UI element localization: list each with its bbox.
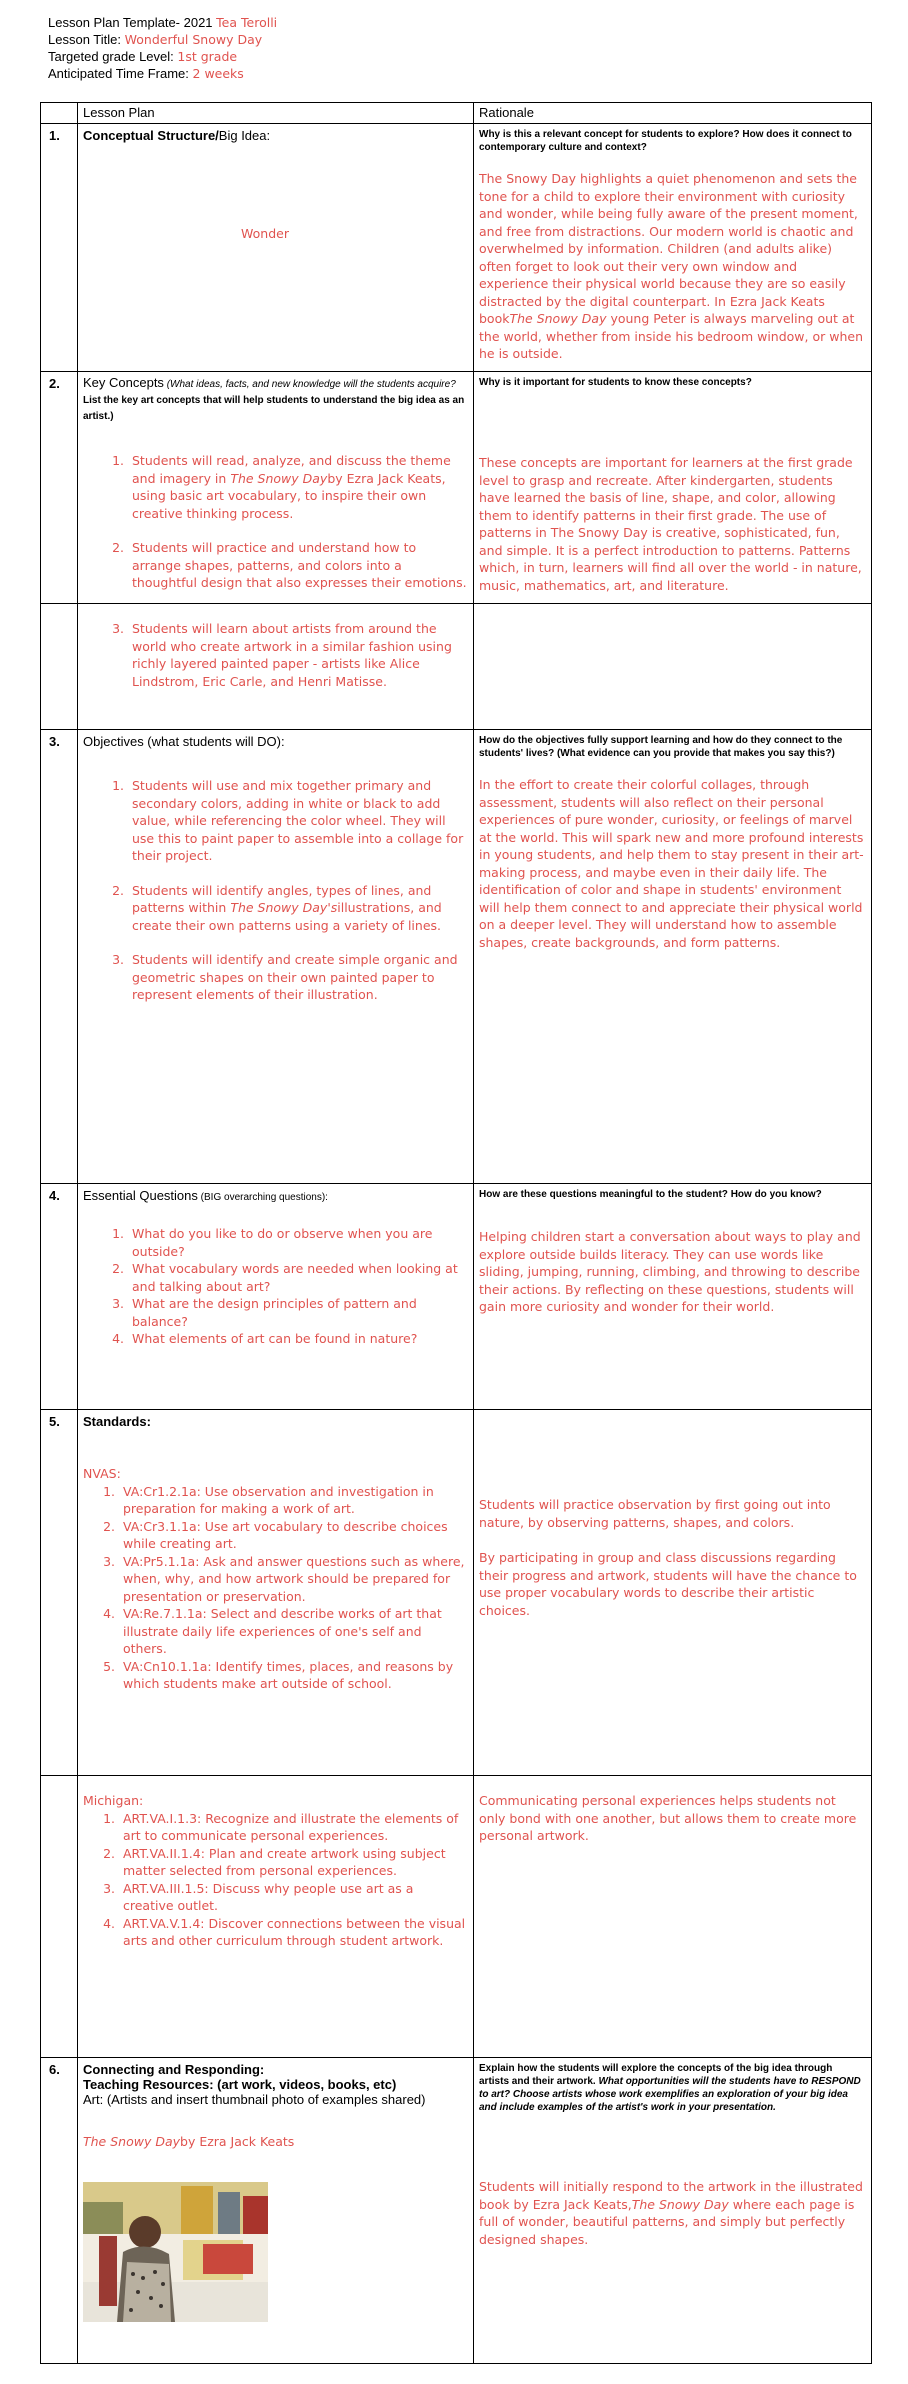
plan-cell: Objectives (what students will DO): 1. Students will use and mix together primary and secondary colors, adding in white or black to add value, while referencing the color wheel. They will use this to paint paper to assemble into a collage for their project. 2. Students will identify angles, types of lines, and patterns within The Snowy Day'sillustrations, and create their own patterns using a variety of lines. 3. Students will identify and create simple organic and geometric shapes on their own painted paper to represent elements of their illustration. bbox=[77, 730, 473, 1183]
table-row bbox=[41, 2057, 871, 2363]
list-item: 4. VA:Re.7.1.1a: Select and describe works of art that illustrate daily life experiences of one's self and others. bbox=[119, 1605, 467, 1658]
rationale-cell bbox=[473, 124, 871, 371]
list-item: 4. ART.VA.V.1.4: Discover connections between the visual arts and other curriculum through student artwork. bbox=[119, 1915, 467, 1950]
rationale-cell bbox=[473, 730, 871, 1183]
michigan-label: Michigan: bbox=[83, 1793, 144, 1808]
list-item: 3. Students will identify and create simple organic and geometric shapes on their own painted paper to represent elements of their illustration. bbox=[128, 951, 467, 1004]
column-header-rationale: Rationale bbox=[479, 105, 534, 120]
list-item: 5. VA:Cn10.1.1a: Identify times, places, and reasons by which students make art outside of school. bbox=[119, 1658, 467, 1693]
table-row bbox=[41, 1409, 871, 1775]
rationale-text: Communicating personal experiences helps students not only bond with one another, but allows them to create more personal artwork. bbox=[479, 1793, 857, 1843]
table-row bbox=[41, 603, 871, 729]
row-number: 1. bbox=[49, 128, 60, 143]
plan-cell: Key Concepts (What ideas, facts, and new knowledge will the students acquire? List the key art concepts that will help students to understand the big idea as an artist.) 1. Students will read, analyze, and discuss the theme and imagery in The Snowy Dayby Ezra Jack Keats, using basic art vocabulary, to inspire their own creative thinking process. 2. Students will practice and understand how to arrange shapes, patterns, and colors into a thoughtful design that also expresses their emotions. bbox=[77, 372, 473, 603]
author-name: Tea Terolli bbox=[216, 15, 278, 30]
plan-cell: Standards: NVAS: 1. VA:Cr1.2.1a: Use observation and investigation in preparation for making a work of art. 2. VA:Cr3.1.1a: Use art vocabulary to describe choices while creating art. 3. VA:Pr5.1.1a: Ask and answer questions such as where, when, why, and how artwork should be prepared for presentation or preservation. 4. VA:Re.7.1.1a: Select and describe works of art that illustrate daily life experiences of one's self and others. 5. VA:Cn10.1.1a: Identify times, places, and reasons by which students make art outside of school. bbox=[77, 1410, 473, 1775]
table-row bbox=[41, 729, 871, 1183]
list-item: 3. ART.VA.III.1.5: Discuss why people use art as a creative outlet. bbox=[119, 1880, 467, 1915]
nvas-label: NVAS: bbox=[83, 1466, 121, 1481]
row-number: 2. bbox=[49, 376, 60, 391]
nvas-standards-list bbox=[83, 1483, 467, 1693]
row-number: 5. bbox=[49, 1414, 60, 1429]
list-item: 1. Students will read, analyze, and discuss the theme and imagery in The Snowy Dayby Ezra Jack Keats, using basic art vocabulary, to inspire their own creative thinking process. bbox=[128, 452, 467, 522]
lesson-plan-table bbox=[40, 102, 872, 2364]
rationale-cell bbox=[473, 1410, 871, 1775]
rationale-question: How are these questions meaningful to the student? How do you know? bbox=[479, 1189, 822, 1200]
essential-questions-list bbox=[83, 1225, 467, 1348]
plan-cell: Essential Questions (BIG overarching questions): 1. What do you like to do or observe when you are outside? 2. What vocabulary words are needed when looking at and talking about art? 3. What are the design principles of pattern and balance? 4. What elements of art can be found in nature? bbox=[77, 1184, 473, 1409]
rationale-text: In the effort to create their colorful collages, through assessment, students will also reflect on their personal experiences of pure wonder, curiosity, or feelings of marvel at the world. This will spark new and more profound interests in young students, and help them to stay present in their art-making process, and maybe even in their daily life. The identification of color and shape in students' environment will help them connect to and appreciate their physical world on a deeper level. They will understand how to assemble shapes, create backgrounds, and form patterns. bbox=[479, 777, 864, 950]
lesson-title-line: Lesson Title: Wonderful Snowy Day bbox=[48, 32, 263, 47]
row-number: 3. bbox=[49, 734, 60, 749]
row-number: 6. bbox=[49, 2062, 60, 2077]
list-item: 1. What do you like to do or observe when you are outside? bbox=[128, 1225, 467, 1260]
lesson-title-value: Wonderful Snowy Day bbox=[124, 32, 263, 47]
list-item: 1. Students will use and mix together primary and secondary colors, adding in white or black to add value, while referencing the color wheel. They will use this to paint paper to assemble into a collage for their project. bbox=[128, 777, 467, 865]
list-item: 1. VA:Cr1.2.1a: Use observation and investigation in preparation for making a work of art. bbox=[119, 1483, 467, 1518]
list-item: 1. ART.VA.I.1.3: Recognize and illustrate the elements of art to communicate personal experiences. bbox=[119, 1810, 467, 1845]
column-header-plan: Lesson Plan bbox=[83, 105, 155, 120]
plan-cell bbox=[77, 604, 473, 729]
template-line: Lesson Plan Template- 2021 Tea Terolli bbox=[48, 15, 278, 30]
table-row bbox=[41, 1183, 871, 1409]
rationale-text: The Snowy Day highlights a quiet phenomenon and sets the tone for a child to explore their environment with curiosity and wonder, while being fully aware of the present moment, and free from distractions. Our modern world is chaotic and overwhelmed by information. Children (and adults alike) often forget to look out their very own window and experience their physical world because they are so easily distracted by the digital counterpart. In Ezra Jack Keats bookThe Snowy Day young Peter is always marveling out at the world, whether from inside his bedroom window, or when he is outside. bbox=[479, 171, 863, 361]
rationale-text: Students will initially respond to the artwork in the illustrated book by Ezra Jack Keats,The Snowy Day where each page is full of wonder, beautiful patterns, and simply but perfectly designed shapes. bbox=[479, 2179, 863, 2247]
list-item: 2. Students will practice and understand how to arrange shapes, patterns, and colors into a thoughtful design that also expresses their emotions. bbox=[128, 539, 467, 592]
rationale-text: Helping children start a conversation about ways to play and explore outside builds literacy. They can use words like sliding, jumping, running, climbing, and throwing to describe their actions. By reflecting on these questions, students will gain more curiosity and wonder for their world. bbox=[479, 1229, 861, 1314]
table-row bbox=[41, 123, 871, 371]
rationale-cell bbox=[473, 372, 871, 603]
snowy-day-thumbnail-image bbox=[83, 2182, 268, 2322]
big-idea: Wonder bbox=[241, 226, 289, 241]
objectives-list bbox=[83, 777, 467, 1004]
table-row bbox=[41, 371, 871, 603]
rationale-question: Why is it important for students to know these concepts? bbox=[479, 377, 752, 388]
list-item: 2. What vocabulary words are needed when looking at and talking about art? bbox=[128, 1260, 467, 1295]
rationale-cell bbox=[473, 1776, 871, 2057]
michigan-standards-list bbox=[83, 1810, 467, 1950]
plan-cell: Conceptual Structure/Big Idea: Wonder bbox=[77, 124, 473, 371]
list-item: 3. What are the design principles of pattern and balance? bbox=[128, 1295, 467, 1330]
list-item: 3. VA:Pr5.1.1a: Ask and answer questions such as where, when, why, and how artwork should be prepared for presentation or preservation. bbox=[119, 1553, 467, 1606]
rationale-text-2: By participating in group and class discussions regarding their progress and artwork, students will have the chance to use proper vocabulary words to describe their artistic choices. bbox=[479, 1550, 857, 1618]
list-item: 2. Students will identify angles, types of lines, and patterns within The Snowy Day'sillustrations, and create their own patterns using a variety of lines. bbox=[128, 882, 467, 935]
rationale-question: Explain how the students will explore the concepts of the big idea through artists and their artwork. What opportunities will the students have to RESPOND to art? Choose artists whose work exemplifies an exploration of your big idea and include examples of the artist's work in your presentation. bbox=[479, 2063, 861, 2113]
list-item: 4. What elements of art can be found in nature? bbox=[128, 1330, 467, 1348]
table-row bbox=[41, 1775, 871, 2057]
rationale-text: Students will practice observation by first going out into nature, by observing patterns, shapes, and colors. bbox=[479, 1497, 831, 1530]
rationale-cell bbox=[473, 1184, 871, 1409]
document-header bbox=[48, 14, 277, 82]
rationale-cell bbox=[473, 2058, 871, 2363]
key-concepts-list-continued bbox=[83, 620, 467, 690]
list-item: 3. Students will learn about artists from around the world who create artwork in a similar fashion using richly layered painted paper - artists like Alice Lindstrom, Eric Carle, and Henri Matisse. bbox=[128, 620, 467, 690]
rationale-question: How do the objectives fully support learning and how do they connect to the students' lives? (What evidence can you provide that makes you say this?) bbox=[479, 735, 843, 759]
time-frame-line: Anticipated Time Frame: 2 weeks bbox=[48, 66, 244, 81]
table-header-row bbox=[41, 103, 871, 123]
book-reference: The Snowy Dayby Ezra Jack Keats bbox=[83, 2134, 295, 2149]
list-item: 2. ART.VA.II.1.4: Plan and create artwork using subject matter selected from personal experiences. bbox=[119, 1845, 467, 1880]
grade-value: 1st grade bbox=[177, 49, 238, 64]
list-item: 2. VA:Cr3.1.1a: Use art vocabulary to describe choices while creating art. bbox=[119, 1518, 467, 1553]
rationale-text: These concepts are important for learners at the first grade level to grasp and recreate. After kindergarten, students have learned the basis of line, shape, and color, allowing them to identify patterns in their first grade. The use of patterns in The Snowy Day is creative, sophisticated, fun, and simple. It is a perfect introduction to patterns. Patterns which, in turn, learners will find all over the world - in nature, music, mathematics, art, and literature. bbox=[479, 455, 862, 593]
time-frame-value: 2 weeks bbox=[192, 66, 244, 81]
key-concepts-list bbox=[83, 452, 467, 592]
grade-line: Targeted grade Level: 1st grade bbox=[48, 49, 238, 64]
plan-cell bbox=[77, 1776, 473, 2057]
row-number: 4. bbox=[49, 1188, 60, 1203]
rationale-question: Why is this a relevant concept for students to explore? How does it connect to contemporary culture and context? bbox=[479, 129, 852, 153]
plan-cell: Connecting and Responding: Teaching Resources: (art work, videos, books, etc) Art: (Artists and insert thumbnail photo of examples shared) The Snowy Dayby Ezra Jack Keats bbox=[77, 2058, 473, 2363]
